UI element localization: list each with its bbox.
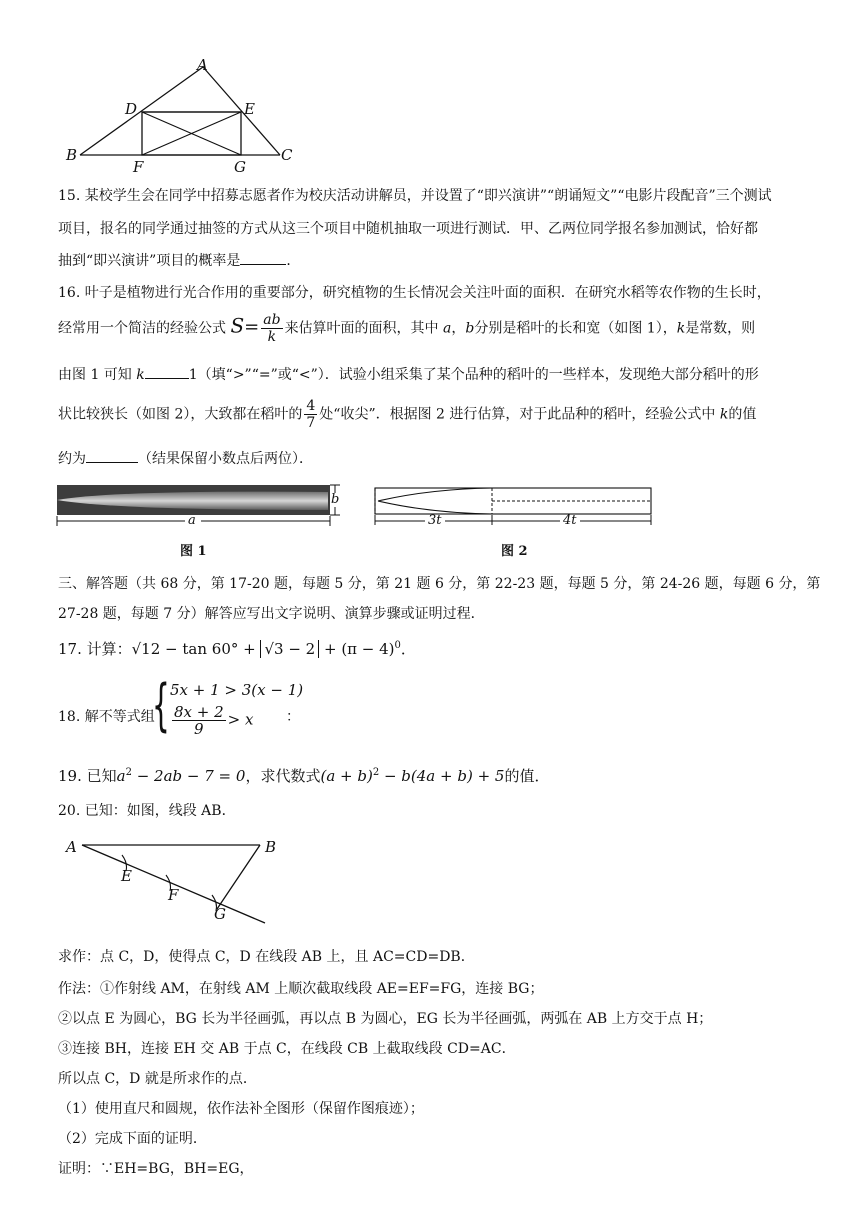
sep: ， [451, 320, 466, 337]
frac-den: 7 [306, 415, 316, 431]
q15-line3: 抽到“即兴演讲”项目的概率是 ． [58, 253, 301, 269]
fig1-label-a: a [188, 513, 196, 528]
var-k: k [136, 367, 145, 383]
q18-frac-den: 9 [194, 720, 204, 738]
q19-expr2: − b(4a + b) + 5 [379, 767, 505, 785]
answer-blank[interactable] [145, 378, 189, 379]
q18-frac [172, 704, 226, 737]
q16-text: 分别是稻叶的长和宽（如图 1）， [474, 320, 677, 337]
triangle-rectangle-figure [60, 55, 310, 175]
var-a: a [443, 320, 452, 337]
var-k: k [676, 320, 686, 337]
answer-blank[interactable] [86, 462, 138, 463]
q15-line2: 项目，报名的同学通过抽签的方式从这三个项目中随机抽取一项进行测试．甲、乙两位同学报名参加测试，恰好都 [58, 221, 758, 237]
var-b: b [465, 320, 475, 337]
q16-text: 1（填“>”“=”或“<”）．试验小组采集了某个品种的稻叶的一些样本，发现绝大部分稻叶的形 [188, 367, 759, 383]
fig1-caption: 图 1 [180, 544, 207, 559]
label-D: D [125, 100, 138, 118]
q18-ineq1: 5x + 1 > 3(x − 1) [170, 681, 304, 699]
label-G: G [234, 158, 246, 176]
formula-eq: = [244, 316, 260, 338]
q18-prefix: 18. 解不等式组 [58, 709, 155, 725]
q16-text: 由图 1 可知 [58, 367, 132, 383]
q20-req: 求作：点 C，D，使得点 C，D 在线段 AB 上，且 AC=CD=DB． [58, 949, 475, 965]
q17-end: ． [400, 640, 416, 658]
fraction-4-7 [304, 398, 317, 431]
q20-proof: 证明：∵EH=BG，BH=EG， [58, 1161, 254, 1177]
q20-method2: ②以点 E 为圆心，BG 长为半径画弧，再以点 B 为圆心，EG 长为半径画弧，两弧在 AB 上方交于点 H； [58, 1011, 713, 1027]
label-E: E [244, 100, 255, 118]
formula-den: k [267, 329, 277, 345]
q20-line1: 20. 已知：如图，线段 AB． [58, 803, 236, 819]
q18-frac-num: 8x + 2 [174, 703, 224, 721]
q17-exp: 0 [394, 640, 401, 651]
q16-line2 [58, 312, 755, 345]
q20-label-F: F [168, 886, 179, 904]
q19-expr1: (a + b) [320, 767, 373, 785]
fig1-label-b: b [331, 492, 340, 507]
leaf-diagram-figure [370, 485, 660, 530]
q17-abs: √3 − 2 [260, 640, 319, 658]
q17-prefix: 17. 计算： [58, 640, 132, 658]
q18-ineq2-tail: > x [227, 710, 254, 729]
q19-mid: ，求代数式 [245, 767, 321, 785]
q20-sub1: （1）使用直尺和圆规，依作法补全图形（保留作图痕迹）； [58, 1101, 424, 1117]
q19-expr1-exp: 2 [372, 767, 380, 778]
fig2-label-4t: 4t [563, 513, 577, 528]
q16-text: 来估算叶面的面积，其中 [284, 320, 439, 337]
q16-text: （结果保留小数点后两位）． [138, 451, 313, 467]
frac-num: 4 [306, 398, 316, 414]
fig2-label-3t: 3t [428, 513, 442, 528]
q18-ineq2 [170, 704, 253, 737]
var-k: k [719, 406, 729, 423]
q20-label-E: E [121, 867, 132, 885]
q20-sub2: （2）完成下面的证明． [58, 1131, 207, 1147]
q16-text: 的值 [728, 406, 757, 423]
label-F: F [133, 158, 144, 176]
q16-text: 是常数，则 [685, 320, 756, 337]
q15-line3-text: 抽到“即兴演讲”项目的概率是 [58, 253, 241, 269]
leaf-photo-figure [55, 480, 350, 530]
q20-label-B: B [265, 838, 277, 856]
q19-eq-rest: − 2ab − 7 = 0 [131, 767, 246, 785]
q17-expr-a: √12 − tan 60° + [131, 640, 261, 658]
q20-method3: ③连接 BH，连接 EH 交 AB 于点 C，在线段 CB 上截取线段 CD=AC． [58, 1041, 516, 1057]
q16-line1: 16. 叶子是植物进行光合作用的重要部分，研究植物的生长情况会关注叶面的面积．在研究水稻等农作物的生长时， [58, 285, 771, 301]
label-B: B [66, 146, 78, 164]
q16-line3 [58, 364, 759, 384]
q17-expr-b: + (π − 4) [319, 640, 395, 658]
fig2-caption: 图 2 [501, 544, 528, 559]
q19 [58, 765, 549, 786]
q16-line4 [58, 398, 756, 431]
q20-conclusion: 所以点 C，D 就是所求作的点． [58, 1071, 257, 1087]
q15-line1: 15. 某校学生会在同学中招募志愿者作为校庆活动讲解员，并设置了“即兴演讲”“朗诵短文”“电影片段配音”三个测试 [58, 188, 772, 204]
segment-ab-figure [60, 835, 280, 935]
q18-end: ： [286, 709, 300, 725]
q17 [58, 638, 416, 659]
answer-blank[interactable] [240, 264, 286, 265]
formula-num: ab [263, 312, 281, 328]
q16-line5 [58, 448, 313, 468]
formula-S: S [230, 313, 245, 338]
q20-label-G: G [214, 905, 226, 923]
label-A: A [197, 56, 208, 74]
q16-text: 经常用一个简洁的经验公式 [58, 320, 226, 337]
q19-eq-a-exp: 2 [125, 767, 132, 778]
section3-line2: 27-28 题，每题 7 分）解答应写出文字说明、演算步骤或证明过程． [58, 606, 485, 622]
q19-end: 的值． [504, 767, 550, 785]
q19-eq-a: a [116, 767, 126, 785]
q16-text: 状比较狭长（如图 2），大致都在稻叶的 [58, 406, 303, 423]
q20-method1: 作法：①作射线 AM，在射线 AM 上顺次截取线段 AE=EF=FG，连接 BG； [58, 981, 544, 997]
section3-line1: 三、解答题（共 68 分，第 17-20 题，每题 5 分，第 21 题 6 分，第 22-23 题，每题 5 分，第 24-26 题，每题 6 分，第 [58, 576, 821, 592]
label-C: C [281, 146, 293, 164]
q16-text: 处“收尖”．根据图 2 进行估算，对于此品种的稻叶，经验公式中 [319, 406, 716, 423]
q20-label-A: A [66, 838, 77, 856]
q18-brace: { [152, 673, 170, 738]
formula-frac [261, 312, 282, 345]
q19-prefix: 19. 已知 [58, 767, 117, 785]
q16-text: 约为 [58, 451, 86, 467]
